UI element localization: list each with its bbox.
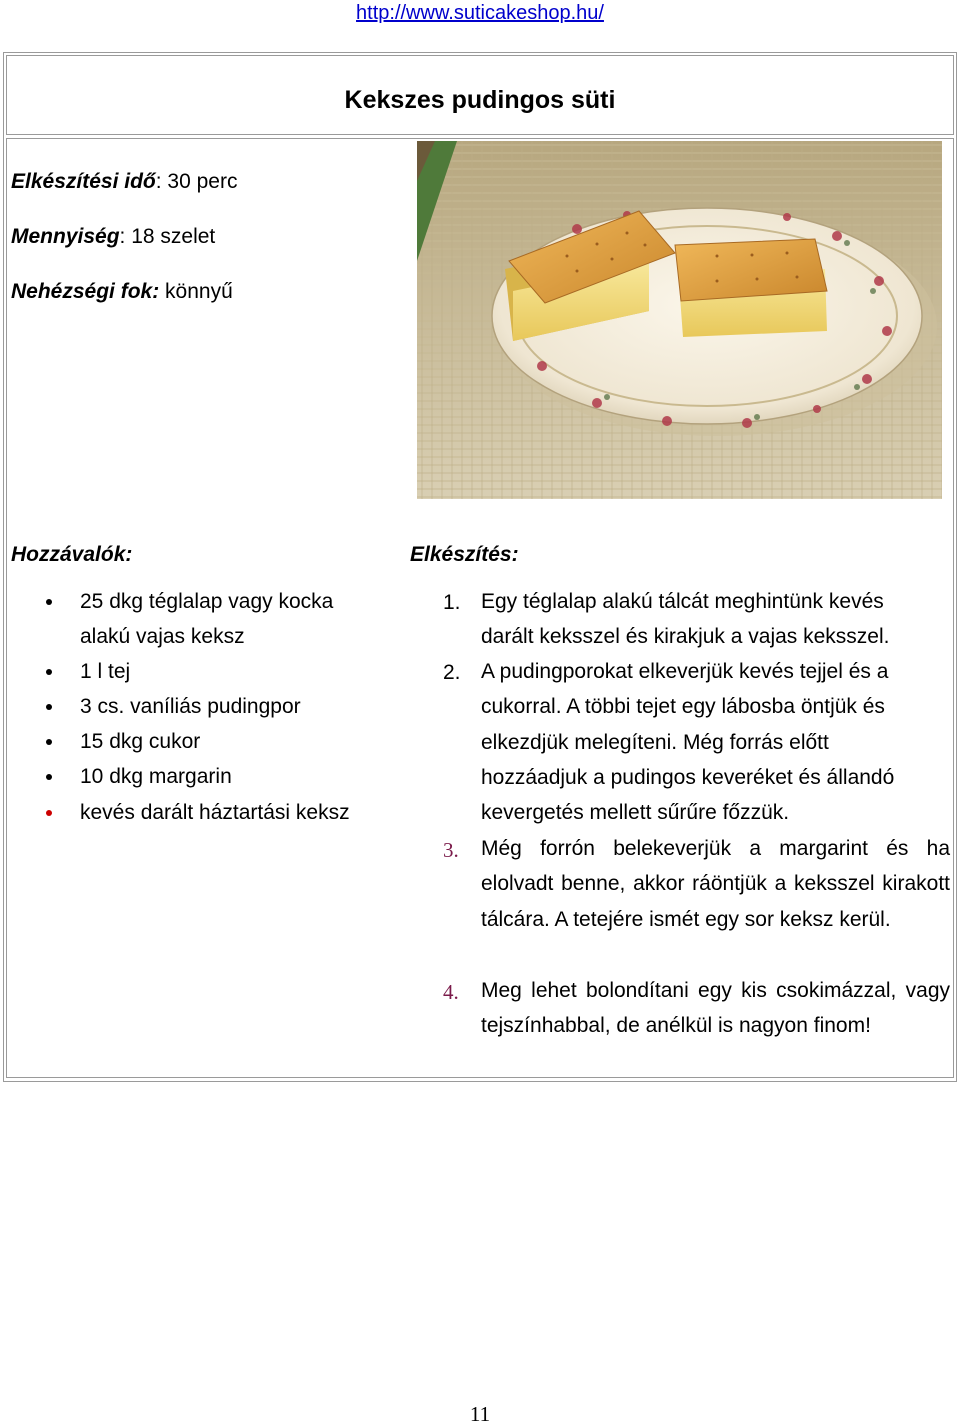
step-text: Meg lehet bolondítani egy kis csokimázzal, vagy tejszínhabbal, de anélkül is nagyon finom! — [481, 979, 950, 1038]
method-heading: Elkészítés: — [410, 543, 519, 566]
difficulty-label: Nehézségi fok: — [11, 280, 160, 303]
quantity-label: Mennyiség — [11, 225, 120, 248]
ingredient-item: 1 l tej — [80, 660, 131, 683]
quantity-value: : 18 szelet — [119, 225, 216, 248]
ingredient-item: 15 dkg cukor — [80, 730, 201, 753]
page-number: 11 — [469, 1402, 491, 1426]
step-number: 4. — [443, 980, 459, 1004]
recipe-title: Kekszes pudingos süti — [344, 86, 616, 114]
difficulty-row — [11, 280, 233, 304]
prep-time-value: : 30 perc — [155, 170, 238, 193]
ingredient-item: 10 dkg margarin — [80, 765, 232, 788]
bullet-icon — [46, 599, 52, 605]
bullet-icon — [46, 704, 52, 710]
step-number: 1. — [443, 591, 461, 614]
ingredient-item: 25 dkg téglalap vagy kocka alakú vajas keksz — [80, 590, 334, 648]
step-number: 2. — [443, 661, 461, 684]
ingredient-item: 3 cs. vaníliás pudingpor — [80, 695, 301, 718]
prep-time-row — [11, 170, 237, 194]
difficulty-value: könnyű — [159, 280, 233, 303]
ingredients-heading: Hozzávalók: — [11, 543, 133, 566]
step-text: Egy téglalap alakú tálcát meghintünk kevés darált keksszel és kirakjuk a vajas keksszel. — [481, 590, 890, 649]
bullet-icon — [46, 810, 52, 816]
site-url-link[interactable]: http://www.suticakeshop.hu/ — [356, 2, 604, 24]
step-text: A pudingporokat elkeverjük kevés tejjel és a cukorral. A többi tejet egy lábosba öntjük és elkezdjük melegíteni. Még forrás előtt hozzáadjuk a pudingos keveréket és állandó kevergetés mellett sűrűre főzzük. — [481, 660, 895, 825]
step-text: Még forrón belekeverjük a margarint és ha elolvadt benne, akkor ráöntjük a keksszel kirakott tálcára. A tetejére ismét egy sor keksz kerül. — [481, 837, 950, 931]
bullet-icon — [46, 774, 52, 780]
quantity-row — [11, 225, 215, 249]
prep-time-label: Elkészítési idő — [11, 170, 156, 193]
bullet-icon — [46, 669, 52, 675]
recipe-photo — [417, 141, 942, 499]
ingredient-item: kevés darált háztartási keksz — [80, 801, 350, 824]
step-number: 3. — [443, 838, 459, 862]
bullet-icon — [46, 739, 52, 745]
